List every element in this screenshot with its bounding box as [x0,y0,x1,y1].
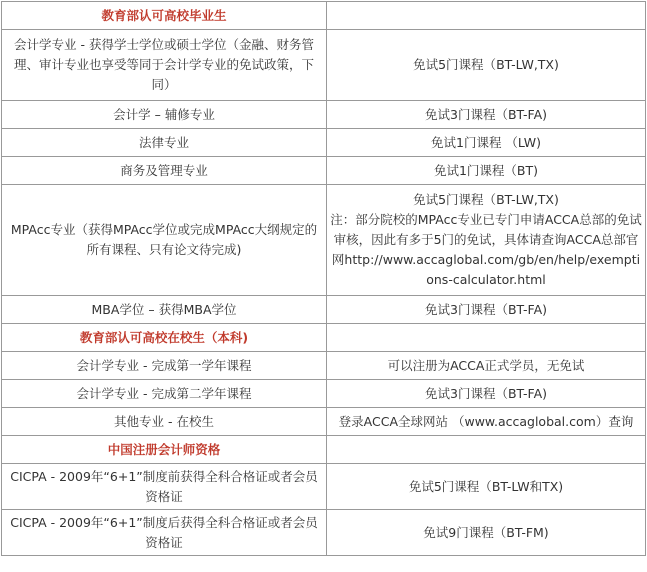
table-row [2,30,646,101]
qualification-cell: 其他专业 - 在校生 [2,408,327,436]
exemption-cell [327,185,646,296]
qualification-cell: MBA学位 – 获得MBA学位 [2,296,327,324]
table-row [2,296,646,324]
section-header-row [2,324,646,352]
qualification-cell: 会计学专业 - 完成第二学年课程 [2,380,327,408]
qualification-cell: 商务及管理专业 [2,157,327,185]
table-row [2,352,646,380]
table-row [2,157,646,185]
exemption-cell: 免试9门课程（BT-FM) [327,510,646,556]
exemption-table [1,1,646,556]
exemption-cell: 登录ACCA全球网站 （www.accaglobal.com）查询 [327,408,646,436]
exemption-summary: 免试5门课程（BT-LW,TX) [413,192,559,207]
section-heading: 中国注册会计师资格 [2,436,327,464]
qualification-cell: CICPA - 2009年“6+1”制度前获得全科合格证或者会员资格证 [2,464,327,510]
exemption-cell: 免试3门课程（BT-FA) [327,101,646,129]
exemption-cell: 免试3门课程（BT-FA) [327,380,646,408]
exemption-cell [327,2,646,30]
exemption-cell: 免试3门课程（BT-FA) [327,296,646,324]
table-row [2,185,646,296]
exemption-cell: 免试5门课程（BT-LW,TX) [327,30,646,101]
section-heading: 教育部认可高校在校生（本科) [2,324,327,352]
section-header-row [2,436,646,464]
table-row [2,129,646,157]
section-header-row [2,2,646,30]
exemption-cell: 免试1门课程（BT) [327,157,646,185]
qualification-cell: 会计学专业 - 完成第一学年课程 [2,352,327,380]
qualification-cell: 法律专业 [2,129,327,157]
qualification-cell: 会计学专业 - 获得学士学位或硕士学位（金融、财务管理、审计专业也享受等同于会计学专业的免试政策，下同） [2,30,327,101]
table-row [2,510,646,556]
section-heading: 教育部认可高校毕业生 [2,2,327,30]
exemption-cell [327,436,646,464]
table-row [2,464,646,510]
table-row [2,408,646,436]
table-row [2,101,646,129]
qualification-cell: 会计学 – 辅修专业 [2,101,327,129]
exemption-cell: 免试5门课程（BT-LW和TX) [327,464,646,510]
exemption-cell: 免试1门课程 （LW) [327,129,646,157]
exemption-cell [327,324,646,352]
exemption-note: 注：部分院校的MPAcc专业已专门申请ACCA总部的免试审核，因此有多于5门的免试，具体请查询ACCA总部官网http://www.accaglobal.com/gb/en/help/exemptions-calculator.html [330,212,642,287]
qualification-cell: MPAcc专业（获得MPAcc学位或完成MPAcc大纲规定的所有课程、只有论文待完成) [2,185,327,296]
exemption-cell: 可以注册为ACCA正式学员，无免试 [327,352,646,380]
qualification-cell: CICPA - 2009年“6+1”制度后获得全科合格证或者会员资格证 [2,510,327,556]
table-row [2,380,646,408]
